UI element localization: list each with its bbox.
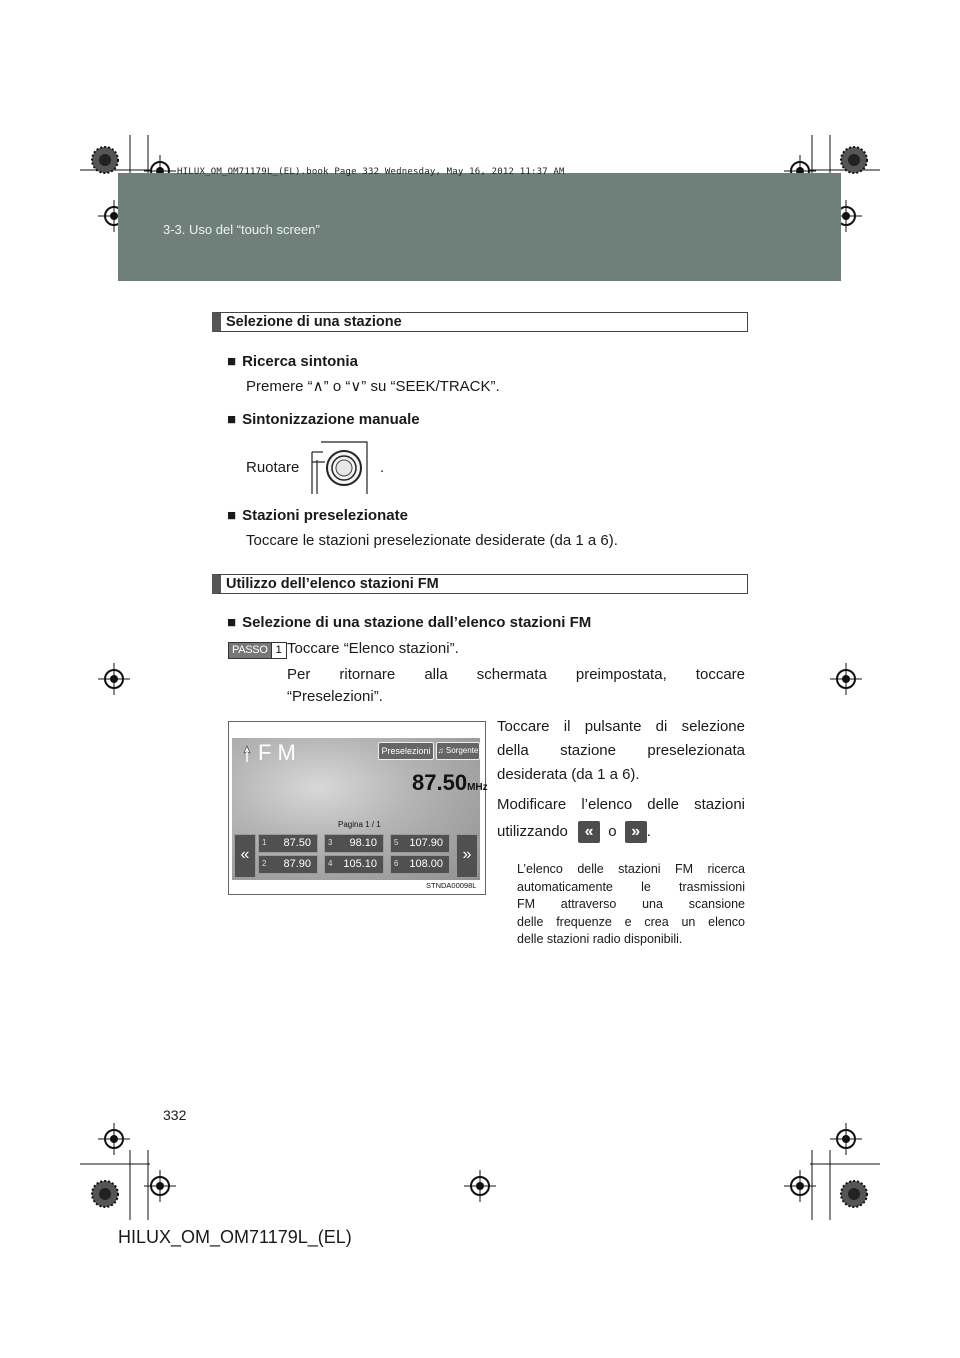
step2-text-line2: della stazione preselezionata xyxy=(497,742,745,759)
step2-text-line1: Toccare il pulsante di selezione xyxy=(497,718,745,735)
subheading-ricerca: ■ Ricerca sintonia xyxy=(227,353,358,370)
step2-note xyxy=(517,861,745,949)
step1-text: Toccare “Elenco stazioni”. xyxy=(287,640,459,657)
step2-text2-line2: utilizzando « o » . xyxy=(497,821,651,843)
page-indicator: Pagina 1 / 1 xyxy=(338,820,381,829)
step2-note-line5: delle stazioni radio disponibili. xyxy=(517,932,683,946)
book-info-stamp: HILUX_OM_OM71179L_(EL).book Page 332 Wednesday, May 16, 2012 11:37 AM xyxy=(177,167,565,177)
signal-icon xyxy=(238,744,256,764)
section-title-elenco: Utilizzo dell’elenco stazioni FM xyxy=(212,574,748,594)
step2-note-line2: automaticamente le trasmissioni xyxy=(517,879,745,894)
subheading-elenco: ■ Selezione di una stazione dall’elenco stazioni FM xyxy=(227,614,592,631)
page-number: 332 xyxy=(163,1107,187,1123)
image-caption: STNDA00098L xyxy=(426,881,477,890)
double-right-arrow-icon: » xyxy=(625,821,647,843)
step2-note-line3: FM attraverso una scansione xyxy=(517,897,745,911)
preset-button-5[interactable]: 5 107.90 xyxy=(390,834,450,853)
section-header: 3-3. Uso del “touch screen” xyxy=(163,222,320,237)
text-ricerca: Premere “∧” o “∨” su “SEEK/TRACK”. xyxy=(246,378,500,395)
tuning-knob-icon xyxy=(309,440,371,494)
subheading-sintonizzazione: ■ Sintonizzazione manuale xyxy=(227,411,420,428)
section-title-selezione: Selezione di una stazione xyxy=(212,312,748,332)
preset-button-6[interactable]: 6 108.00 xyxy=(390,855,450,874)
presets-tab[interactable]: Preselezioni xyxy=(378,742,434,760)
step1-note-line1: Per ritornare alla schermata preimpostata, toccare xyxy=(287,666,745,683)
preset-button-2[interactable]: 2 87.90 xyxy=(258,855,318,874)
radio-screen xyxy=(232,738,488,880)
step2-note-line1: L’elenco delle stazioni FM ricerca xyxy=(517,862,745,876)
preset-button-4[interactable]: 4 105.10 xyxy=(324,855,384,874)
step2-text-line3: desiderata (da 1 a 6). xyxy=(497,766,640,783)
band-label: FM xyxy=(258,740,302,765)
step1-note-line2: “Preselezioni”. xyxy=(287,688,383,705)
frequency-display: 87.50MHz xyxy=(412,770,488,795)
source-tab[interactable]: ♫ Sorgente xyxy=(436,742,480,760)
next-page-button[interactable]: » xyxy=(456,834,478,878)
preset-button-3[interactable]: 3 98.10 xyxy=(324,834,384,853)
prev-page-button[interactable]: « xyxy=(234,834,256,878)
text-ruotare: Ruotare xyxy=(246,459,300,476)
subheading-stazioni: ■ Stazioni preselezionate xyxy=(227,507,408,524)
step1-badge: PASSO 1 xyxy=(228,642,287,659)
step2-note-line4: delle frequenze e crea un elenco xyxy=(517,914,745,929)
text-stazioni: Toccare le stazioni preselezionate desiderate (da 1 a 6). xyxy=(246,532,618,549)
document-code: HILUX_OM_OM71179L_(EL) xyxy=(118,1227,352,1247)
double-left-arrow-icon: « xyxy=(578,821,600,843)
preset-button-1[interactable]: 1 87.50 xyxy=(258,834,318,853)
text-ruotare-end: . xyxy=(380,459,385,476)
step2-text2-line1: Modificare l’elenco delle stazioni xyxy=(497,796,745,813)
source-icon: ♫ xyxy=(437,746,446,755)
